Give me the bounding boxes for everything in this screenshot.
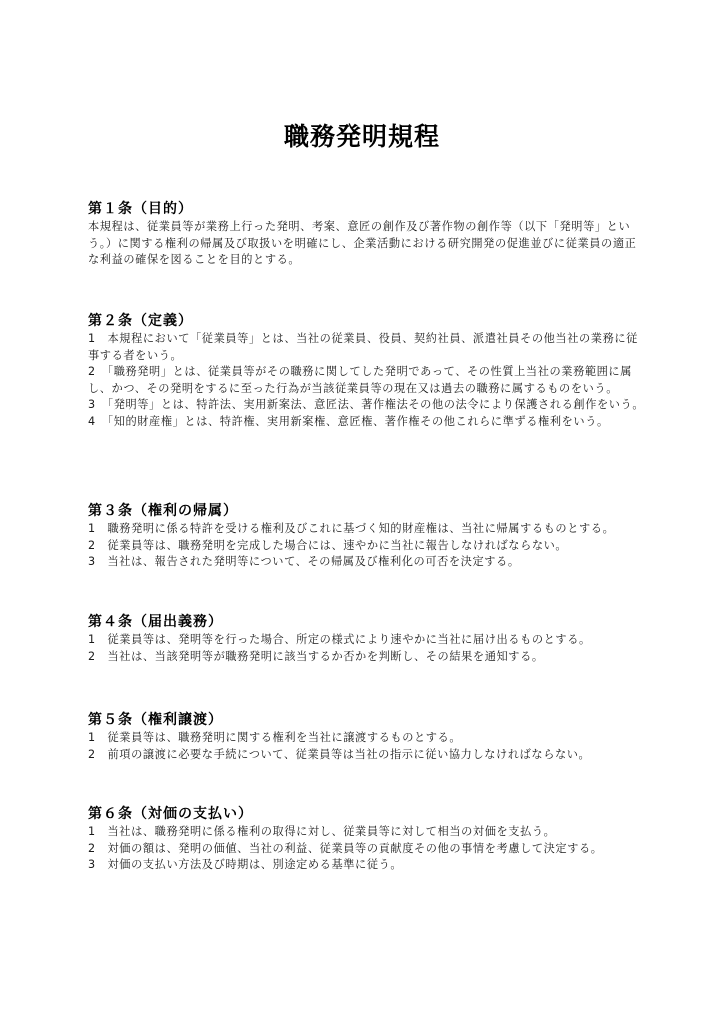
- article-heading: 第５条（権利譲渡）: [88, 712, 223, 728]
- article-paragraph: 2 「職務発明」とは、従業員等がその職務に関してした発明であって、その性質上当社の業務範囲に属し、かつ、その発明をするに至った行為が当該従業員等の現在又は過去の職務に属するものをいう。: [88, 365, 633, 395]
- article-paragraph: 2 前項の譲渡に必要な手続について、従業員等は当社の指示に従い協力しなければならない。: [88, 747, 591, 761]
- article-6: [88, 805, 648, 874]
- article-1: [88, 200, 648, 269]
- article-heading: 第６条（対価の支払い）: [88, 806, 253, 822]
- article-5: [88, 711, 648, 763]
- article-paragraph: 3 「発明等」とは、特許法、実用新案法、意匠法、著作権法その他の法令により保護される創作をいう。: [88, 398, 645, 411]
- article-heading: 第４条（届出義務）: [88, 614, 223, 630]
- article-2: [88, 312, 648, 430]
- article-paragraph: 1 本規程において「従業員等」とは、当社の従業員、役員、契約社員、派遣社員その他当社の業務に従事する者をいう。: [88, 332, 638, 362]
- article-paragraph: 1 従業員等は、職務発明に関する権利を当社に譲渡するものとする。: [88, 731, 462, 744]
- article-heading: 第１条（目的）: [88, 201, 193, 217]
- article-paragraph: 1 従業員等は、発明等を行った場合、所定の様式により速やかに当社に届け出るものとする。: [88, 633, 591, 646]
- article-paragraph: 1 当社は、職務発明に係る権利の取得に対し、従業員等に対して相当の対価を支払う。: [88, 825, 556, 838]
- document-title: 職務発明規程: [283, 122, 440, 151]
- article-4: [88, 613, 648, 665]
- article-paragraph: 2 対価の額は、発明の価値、当社の利益、従業員等の貢献度その他の事情を考慮して決定する。: [88, 841, 603, 855]
- article-paragraph: 4 「知的財産権」とは、特許権、実用新案権、意匠権、著作権その他これらに準ずる権利をいう。: [88, 414, 609, 428]
- article-paragraph: 3 当社は、報告された発明等について、その帰属及び権利化の可否を決定する。: [88, 555, 520, 568]
- article-paragraph: 本規程は、従業員等が業務上行った発明、考案、意匠の創作及び著作物の創作等（以下「発明等」という。）に関する権利の帰属及び取扱いを明確にし、企業活動における研究開発の促進並びに従業員の適正な利益の確保を図ることを目的とする。: [88, 220, 637, 266]
- article-3: [88, 502, 648, 571]
- article-paragraph: 3 対価の支払い方法及び時期は、別途定める基準に従う。: [88, 858, 403, 871]
- article-heading: 第３条（権利の帰属）: [88, 503, 238, 519]
- article-paragraph: 2 当社は、当該発明等が職務発明に該当するか否かを判断し、その結果を通知する。: [88, 649, 544, 663]
- article-paragraph: 1 職務発明に係る特許を受ける権利及びこれに基づく知的財産権は、当社に帰属するものとする。: [88, 522, 615, 535]
- article-paragraph: 2 従業員等は、職務発明を完成した場合には、速やかに当社に報告しなければならない。: [88, 538, 568, 552]
- article-heading: 第２条（定義）: [88, 313, 193, 329]
